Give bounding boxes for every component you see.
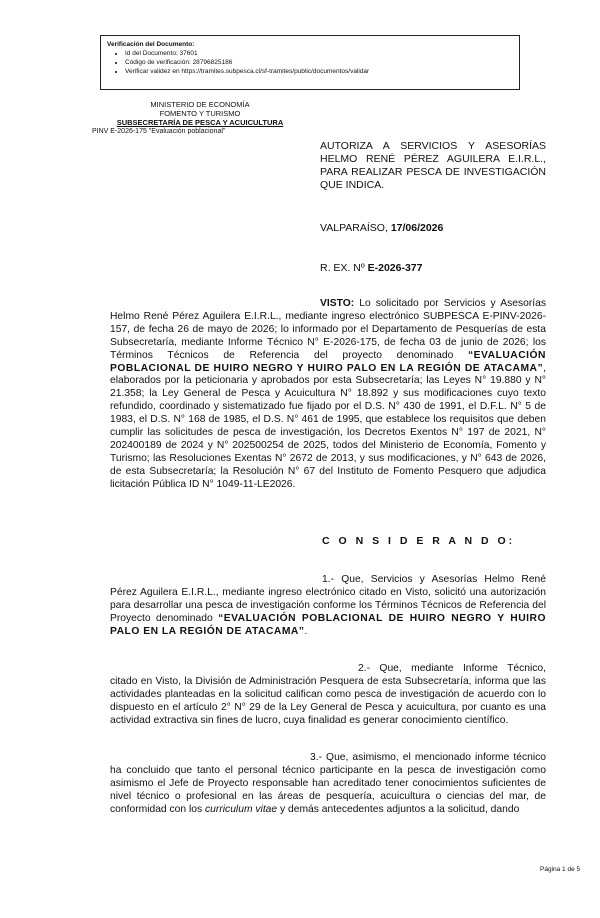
considerando-heading: C O N S I D E R A N D O: (322, 535, 516, 547)
considerando-1 (110, 574, 546, 639)
verification-item: • Verificar validez en https://tramites.subpesca.cl/sf-tramites/public/documentos/validar (125, 67, 513, 76)
pinv-reference: PINV E-2026-175 "Evaluación poblacional" (92, 128, 226, 135)
place-date (320, 222, 443, 234)
verification-list (107, 49, 513, 76)
c1-text: 1.- Que, Servicios y Asesorías Helmo René Pérez Aguilera E.I.R.L., mediante ingreso electrónico citado en Visto, solicitó una autorización para desarrollar una pesca de investigación conforme los Términos Técnicos de Referencia del Proyecto denominado (110, 574, 546, 624)
visto-label: VISTO: (320, 298, 355, 309)
project-title: “EVALUACIÓN POBLACIONAL DE HUIRO NEGRO Y HUIRO PALO EN LA REGIÓN DE ATACAMA” (110, 349, 546, 374)
considerando-3 (110, 752, 546, 817)
c3-text: 3.- Que, asimismo, el mencionado informe técnico ha concluido que tanto el personal técnico participante en la pesca de investigación como asimismo el Jefe de Proyecto responsable han acreditado tener conocimientos suficientes de nivel técnico o profesional en las áreas de pesquería, acuicultura o ciencias del mar, de conformidad con los (110, 752, 546, 815)
place: VALPARAÍSO, (320, 222, 388, 234)
c3-text-2: y demás antecedentes adjuntos a la solicitud, dando (280, 803, 520, 815)
verification-item: • Id del Documento: 37601 (125, 49, 513, 58)
considerando-2 (110, 663, 546, 728)
resolution-summary: AUTORIZA A SERVICIOS Y ASESORÍAS HELMO RENÉ PÉREZ AGUILERA E.I.R.L., PARA REALIZAR PESCA DE INVESTIGACIÓN QUE INDICA. (320, 140, 546, 191)
c1-project-title: “EVALUACIÓN POBLACIONAL DE HUIRO NEGRO Y HUIRO PALO EN LA REGIÓN DE ATACAMA” (110, 612, 546, 637)
verification-box (100, 35, 520, 90)
visto-text-2: , elaborados por la peticionaria y aprobados por esta Subsecretaría; las Leyes N° 19.880 y N° 21.358; la Ley General de Pesca y Acuicultura N° 18.892 y sus modificaciones cuyo texto refundido, coordinado y sistematizado fue fijado por el D.S. N° 430 de 1991, el D.F.L. N° 5 de 1983, el D.S. N° 168 de 1985, el D.S. N° 461 de 1995, que establece los requisitos que deben cumplir las solicitudes de pesca de investigación, los Decretos Exentos N° 197 de 2021, N° 202400189 de 2024 y N° 202500254 de 2025, todos del Ministerio de Economía, Fomento y Turismo; las Resoluciones Exentas N° 2672 de 2013, y sus modificaciones, y N° 643 de 2026, de esta Subsecretaría; la Resolución N° 67 del Instituto de Fomento Pesquero que adjudica licitación Pública ID N° 1049-11-LE2026. (110, 362, 546, 490)
date: 17/06/2026 (390, 222, 444, 234)
visto-paragraph (110, 298, 546, 492)
c3-italic: curriculum vitae (205, 803, 278, 815)
ministry-name-2: FOMENTO Y TURISMO (159, 109, 241, 118)
resolution-number (320, 262, 422, 274)
page-number: Página 1 de 5 (540, 866, 581, 873)
subsecretaria-name: SUBSECRETARÍA DE PESCA Y ACUICULTURA (116, 118, 284, 127)
ministry-name: MINISTERIO DE ECONOMÍA (150, 100, 250, 109)
c1-end: . (304, 625, 308, 637)
verification-item: • Código de verificación: 28796825186 (125, 58, 513, 67)
visto-text: Lo solicitado por Servicios y Asesorías Helmo René Pérez Aguilera E.I.R.L., mediante ingreso electrónico SUBPESCA E-PINV-2026-157, de fecha 26 de mayo de 2026; lo informado por el Departamento de Pesquerías de esta Subsecretaría, mediante Informe Técnico N° E-2026-175, de fecha 03 de junio de 2026; los Términos Técnicos de Referencia del proyecto denominado (110, 298, 546, 361)
c2-text: 2.- Que, mediante Informe Técnico, citado en Visto, la División de Administración Pesquera de esta Subsecretaría, informa que las actividades planteadas en la solicitud califican como pesca de investigación de acuerdo con lo dispuesto en el artículo 2° N° 29 de la Ley General de Pesca y acuicultura, por cuanto es una actividad extractiva sin fines de lucro, cuya finalidad es generar conocimiento científico. (110, 663, 546, 726)
ministry-header (92, 100, 300, 136)
verification-title: Verificación del Documento: (107, 41, 195, 48)
rex-number: E-2026-377 (367, 262, 423, 274)
rex-label: R. EX. Nº (320, 262, 365, 274)
